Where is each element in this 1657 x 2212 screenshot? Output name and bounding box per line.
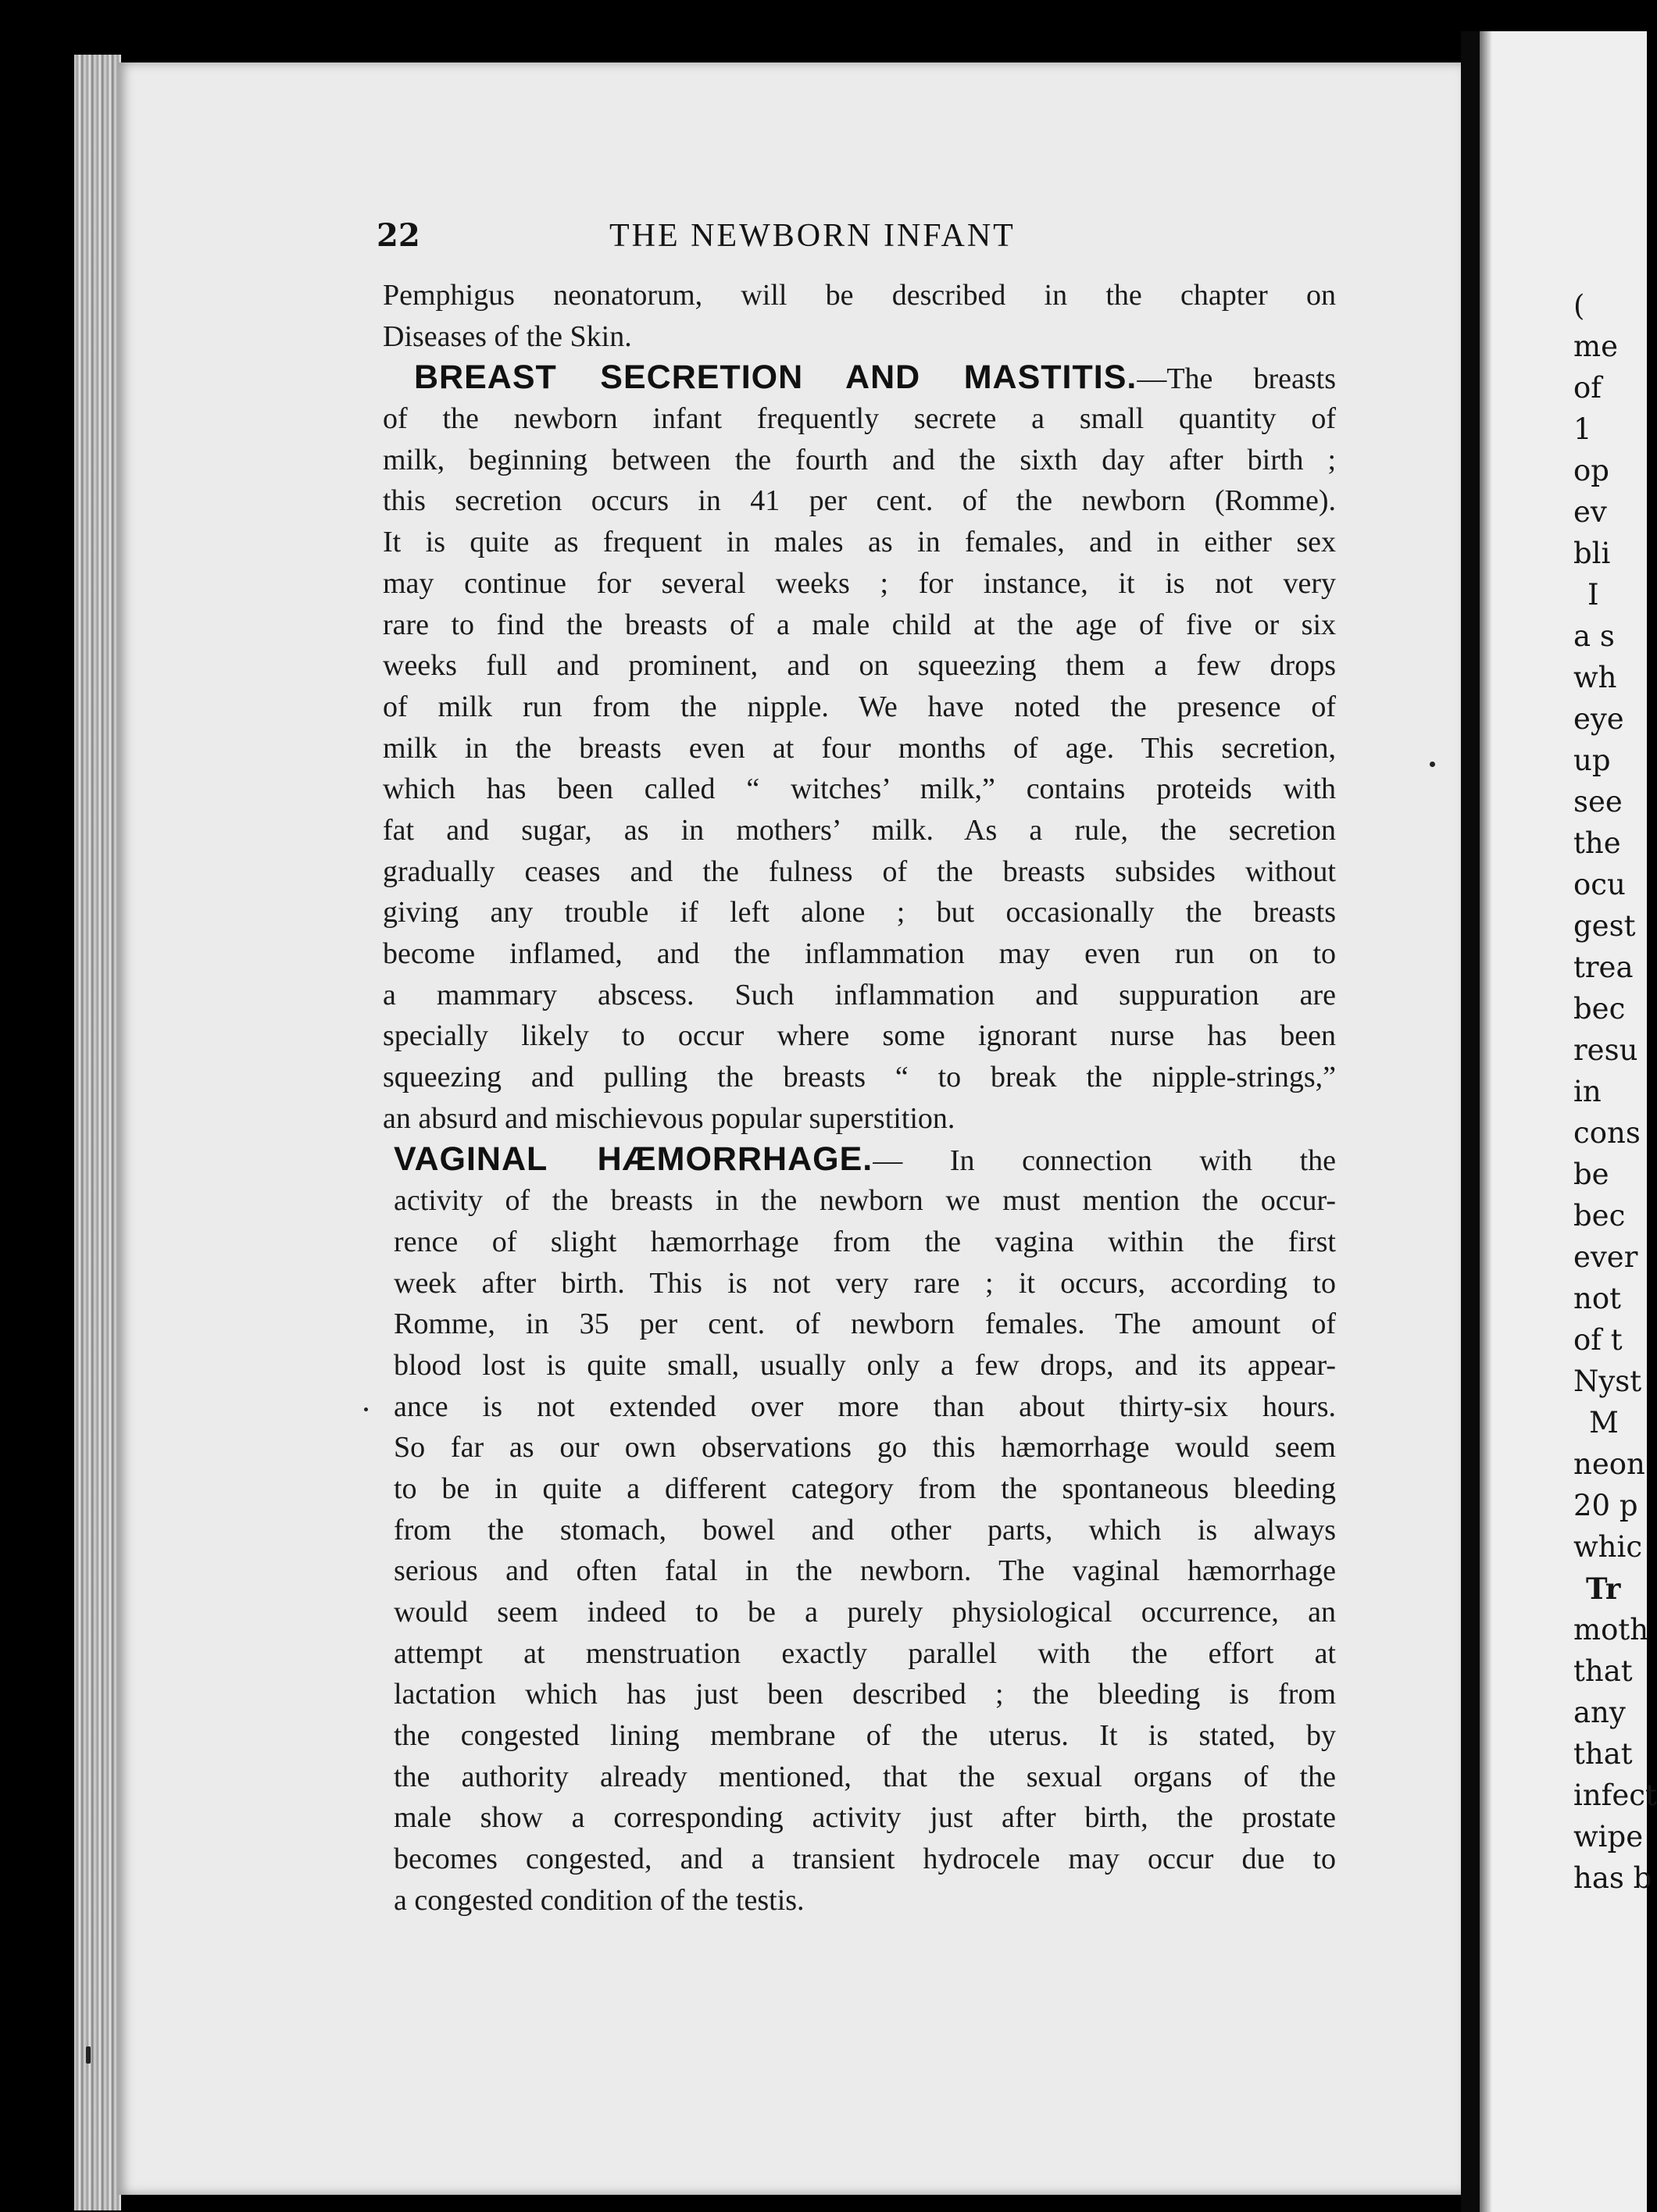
right-page-fragment: bec — [1573, 992, 1626, 1026]
right-page-fragment: see — [1573, 785, 1623, 819]
text-line: serious and often fatal in the newborn. The vaginal hæmorrhage — [394, 1554, 1336, 1588]
text-line: giving any trouble if left alone ; but occasionally the breasts — [383, 896, 1336, 929]
right-page-fragment: of t — [1573, 1323, 1623, 1357]
text-line: squeezing and pulling the breasts “ to break the nipple-strings,” — [383, 1061, 1336, 1094]
text-line: an absurd and mischievous popular superstition. — [383, 1101, 955, 1135]
text-line: milk, beginning between the fourth and the sixth day after birth ; — [383, 443, 1336, 476]
right-page-fragment: that — [1573, 1737, 1633, 1771]
text-line: week after birth. This is not very rare ; it occurs, according to — [394, 1266, 1336, 1300]
text-fragment: —The breasts — [1137, 362, 1336, 396]
text-line: would seem indeed to be a purely physiological occurrence, an — [394, 1596, 1336, 1629]
right-page-fragment: bec — [1573, 1199, 1626, 1233]
text-line: to be in quite a different category from the spontaneous bleeding — [394, 1472, 1336, 1505]
text-line: activity of the breasts in the newborn we must mention the occur- — [394, 1184, 1336, 1218]
text-line: So far as our own observations go this hæmorrhage would seem — [394, 1431, 1336, 1465]
section-heading-vaginal-haemorrhage: VAGINAL HÆMORRHAGE. — [394, 1140, 873, 1179]
text-line: a mammary abscess. Such inflammation and suppuration are — [383, 978, 1336, 1011]
text-line: of the newborn infant frequently secrete a small quantity of — [383, 402, 1336, 436]
scan-speck — [86, 2046, 91, 2064]
section-heading-line — [383, 357, 1336, 398]
right-page-fragment: wipe — [1573, 1820, 1644, 1853]
right-page-fragment: of — [1573, 371, 1602, 405]
running-head: THE NEWBORN INFANT — [609, 218, 1016, 254]
right-page-fragment: 20 p — [1573, 1489, 1638, 1522]
right-page-fragment: infect — [1573, 1779, 1657, 1812]
scan-speck — [1430, 762, 1435, 767]
right-page-fragment: op — [1573, 454, 1609, 487]
right-page-fragment: Nyst — [1573, 1365, 1642, 1398]
text-line: specially likely to occur where some ignorant nurse has been — [383, 1019, 1336, 1053]
text-line: rare to find the breasts of a male child at the age of five or six — [383, 608, 1336, 641]
right-page-fragment: I — [1587, 578, 1599, 612]
text-line: rence of slight hæmorrhage from the vagina within the first — [394, 1225, 1336, 1258]
right-page-fragment: M — [1589, 1406, 1619, 1440]
right-page-fragment: wh — [1573, 661, 1617, 694]
section-heading-breast-secretion: BREAST SECRETION AND MASTITIS. — [414, 359, 1137, 397]
text-line: becomes congested, and a transient hydrocele may occur due to — [394, 1843, 1336, 1876]
text-line: Pemphigus neonatorum, will be described in the chapter on — [383, 279, 1336, 312]
right-page-fragment: neon — [1573, 1447, 1645, 1481]
text-fragment: — In connection with the — [873, 1144, 1336, 1178]
text-line: the congested lining membrane of the uterus. It is stated, by — [394, 1719, 1336, 1753]
right-page-fragment: ev — [1573, 495, 1607, 529]
right-page-fragment: the — [1573, 826, 1621, 860]
book-binding-edge — [74, 55, 121, 2210]
right-page-fragment: cons — [1573, 1116, 1641, 1150]
right-page-fragment: a s — [1573, 619, 1615, 653]
text-line: which has been called “ witches’ milk,” contains proteids with — [383, 772, 1336, 806]
right-page-fragment: not — [1573, 1282, 1621, 1315]
text-line: Diseases of the Skin. — [383, 319, 632, 353]
right-page-fragment: be — [1573, 1158, 1609, 1191]
book-gutter — [1461, 31, 1480, 2212]
right-page-fragment: trea — [1573, 951, 1634, 984]
scan-speck — [364, 1407, 368, 1411]
right-page-fragment: in — [1573, 1075, 1602, 1108]
text-line: a congested condition of the testis. — [394, 1883, 805, 1917]
right-page-fragment: me — [1573, 330, 1618, 363]
right-page-fragment: has b — [1573, 1861, 1652, 1895]
text-line: weeks full and prominent, and on squeezing them a few drops — [383, 649, 1336, 683]
text-line: lactation which has just been described ; the bleeding is from — [394, 1678, 1336, 1711]
page-number: 22 — [377, 217, 420, 254]
right-page-fragment: 1 — [1573, 412, 1592, 446]
right-page-fragment: resu — [1573, 1033, 1638, 1067]
text-line: the authority already mentioned, that the sexual organs of the — [394, 1760, 1336, 1793]
text-line: this secretion occurs in 41 per cent. of the newborn (Romme). — [383, 484, 1336, 518]
body-text — [383, 275, 1336, 1921]
right-page-fragment: gest — [1573, 909, 1636, 943]
text-line: of milk run from the nipple. We have noted the presence of — [383, 690, 1336, 723]
text-line: become inflamed, and the inflammation may even run on to — [383, 937, 1336, 970]
right-page-fragment: Tr — [1586, 1572, 1621, 1606]
right-page-fragment: that — [1573, 1654, 1633, 1688]
right-page-fragment: moth — [1573, 1613, 1649, 1647]
right-page-fragment: any — [1573, 1696, 1626, 1729]
text-line: ance is not extended over more than about thirty-six hours. — [394, 1390, 1336, 1423]
text-line: Romme, in 35 per cent. of newborn females. The amount of — [394, 1308, 1336, 1341]
right-page-fragment: whic — [1573, 1530, 1643, 1564]
right-page-edge — [1480, 31, 1657, 2212]
text-line: may continue for several weeks ; for instance, it is not very — [383, 566, 1336, 600]
right-page-fragment: ( — [1573, 289, 1585, 323]
text-line: attempt at menstruation exactly parallel with the effort at — [394, 1636, 1336, 1670]
text-line: gradually ceases and the fulness of the breasts subsides without — [383, 854, 1336, 888]
text-line: blood lost is quite small, usually only a few drops, and its appear- — [394, 1348, 1336, 1382]
right-page-fragment: bli — [1573, 537, 1611, 570]
gutter-shadow — [1480, 31, 1492, 2212]
text-line: milk in the breasts even at four months of age. This secretion, — [383, 731, 1336, 765]
text-line: male show a corresponding activity just after birth, the prostate — [394, 1801, 1336, 1835]
text-line: fat and sugar, as in mothers’ milk. As a rule, the secretion — [383, 813, 1336, 847]
right-page-fragment: ocu — [1573, 868, 1626, 901]
text-line: from the stomach, bowel and other parts, which is always — [394, 1513, 1336, 1547]
section-heading-line — [383, 1139, 1336, 1180]
right-page-fragment: up — [1573, 744, 1611, 777]
right-page-fragment: ever — [1573, 1240, 1638, 1274]
text-line: It is quite as frequent in males as in females, and in either sex — [383, 526, 1336, 559]
right-page-fragment: eye — [1573, 702, 1624, 736]
